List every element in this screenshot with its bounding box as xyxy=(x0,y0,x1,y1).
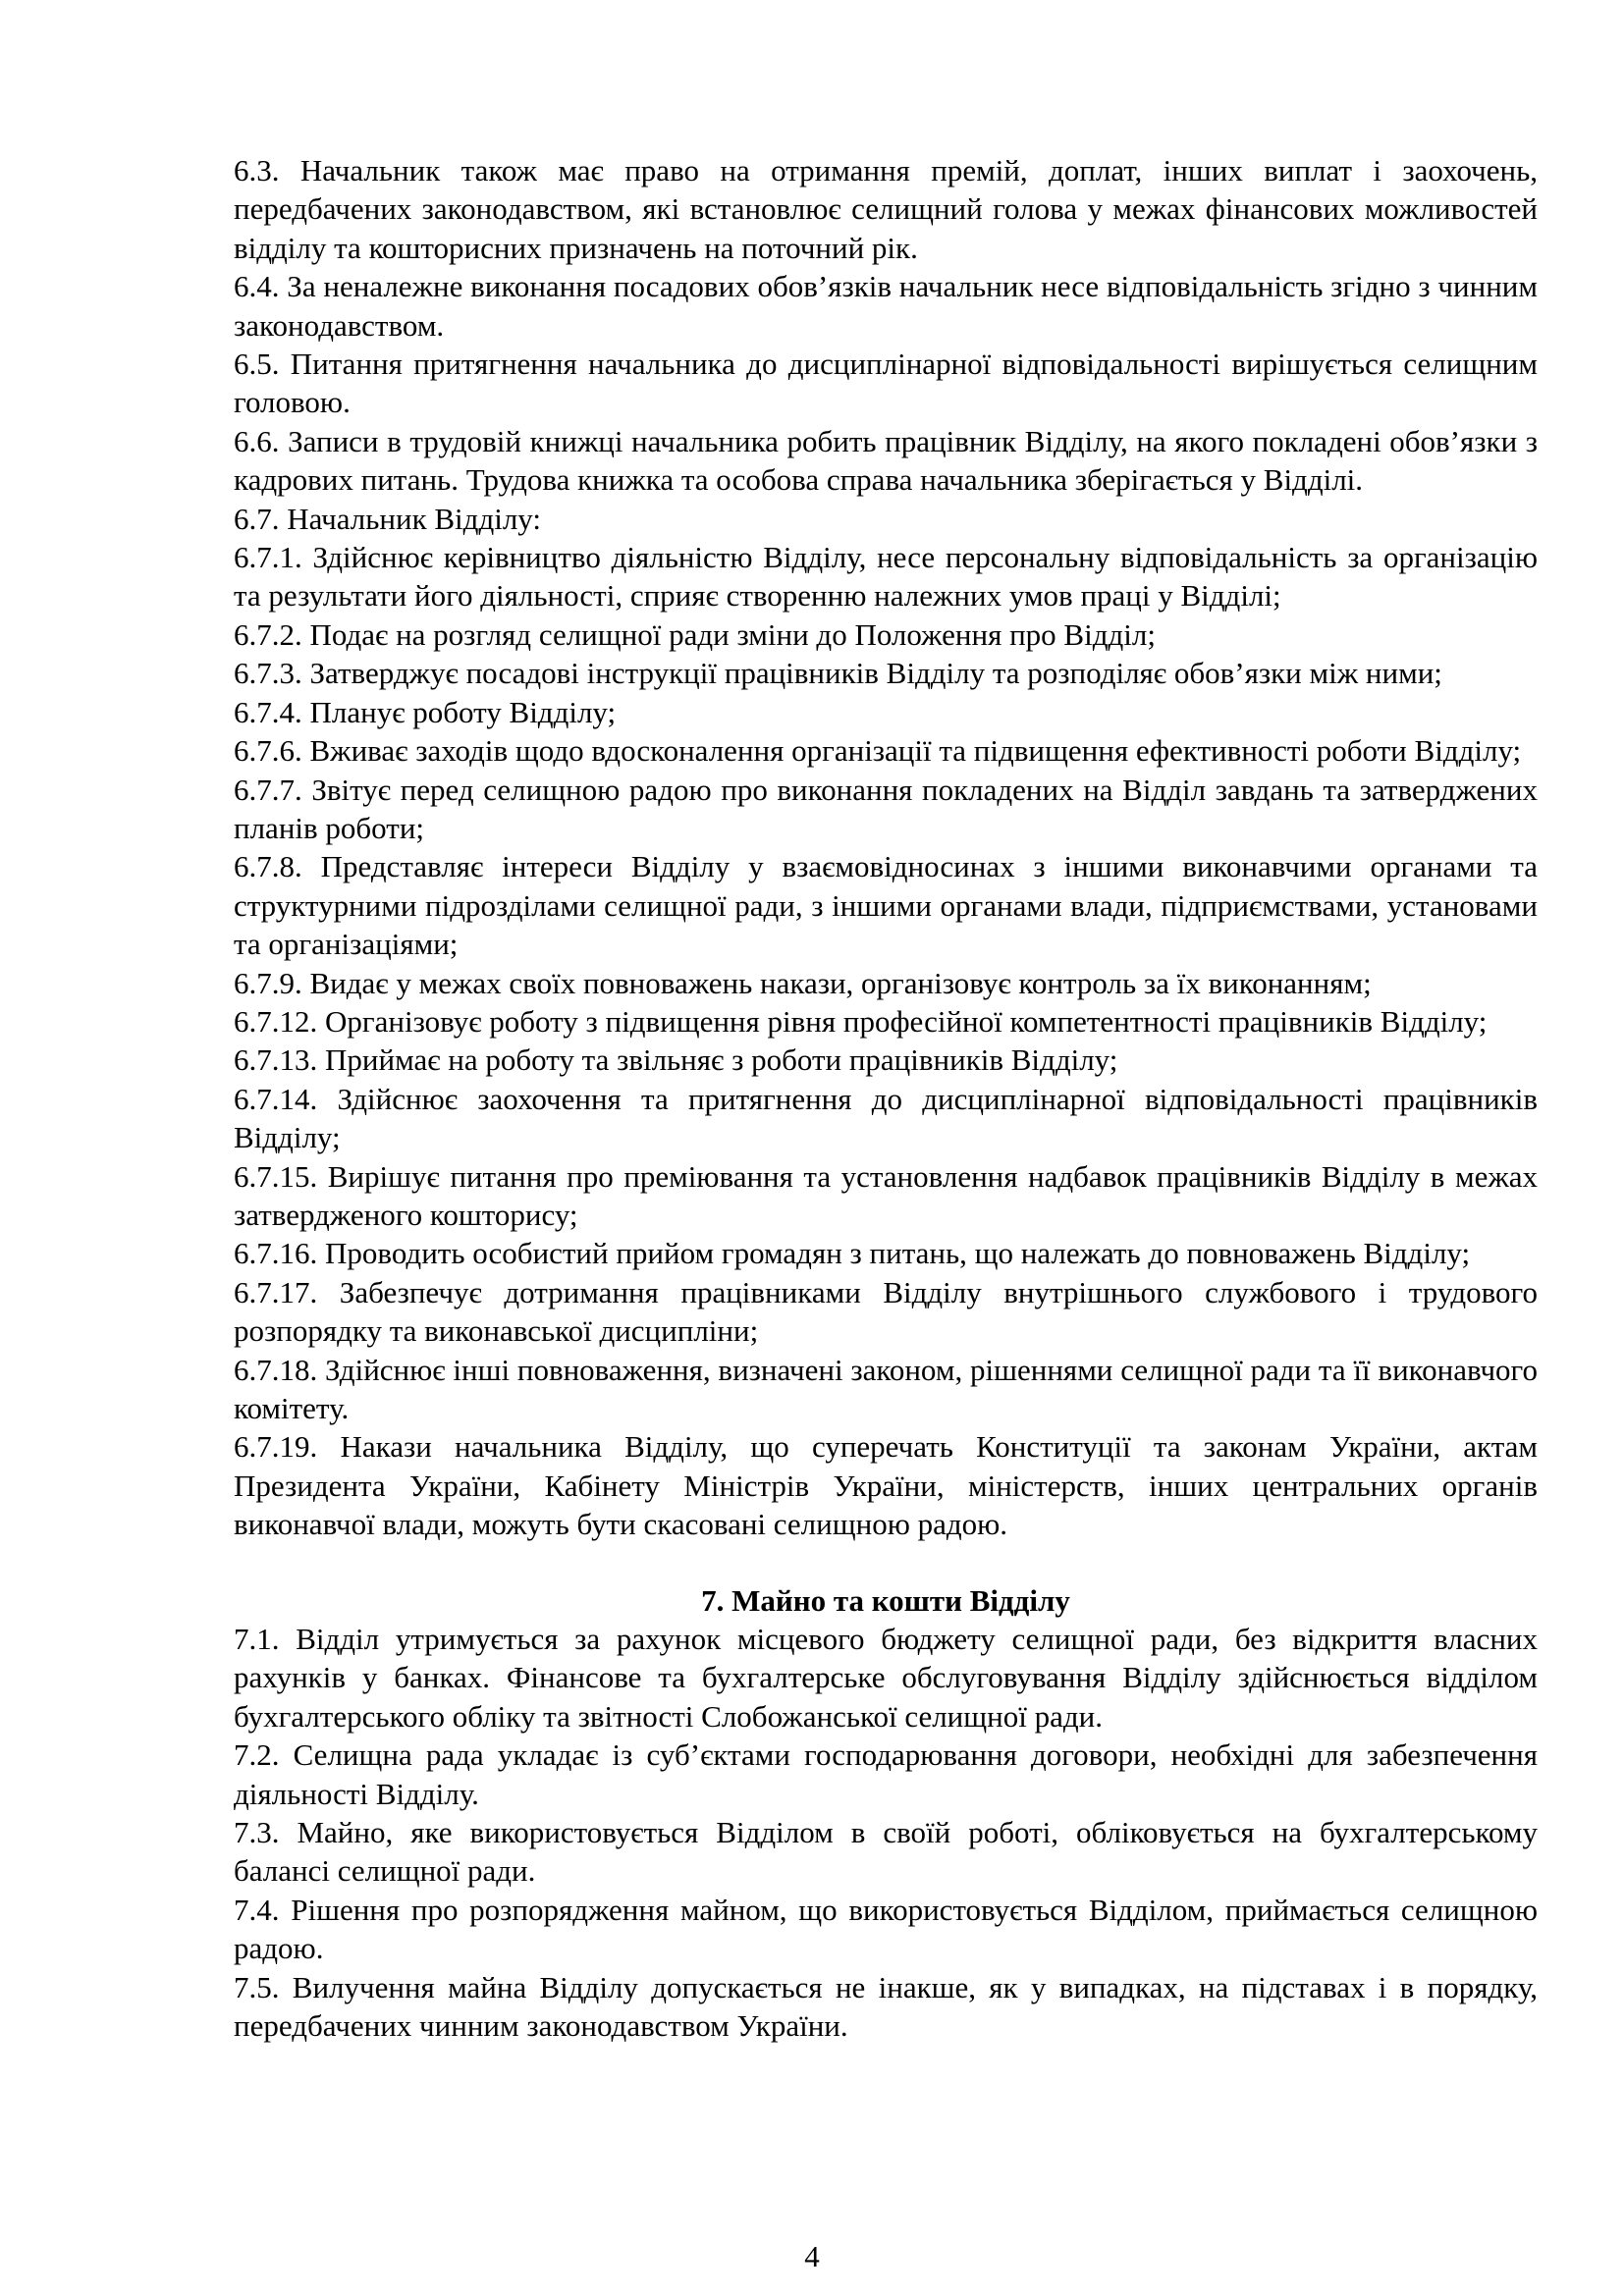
paragraph-7-4: 7.4. Рішення про розпорядження майном, що використовується Відділом, приймається селищною радою. xyxy=(234,1892,1538,1966)
paragraph-6-6: 6.6. Записи в трудовій книжці начальника робить працівник Відділу, на якого покладені обов’язки з кадрових питань. Трудова книжка та особова справа начальника зберігається у Відділі. xyxy=(234,423,1538,498)
document-page xyxy=(234,151,1538,2046)
paragraph-6-7-9: 6.7.9. Видає у межах своїх повноважень накази, організовує контроль за їх виконанням; xyxy=(234,965,1372,1000)
paragraph-6-7-14: 6.7.14. Здійснює заохочення та притягнення до дисциплінарної відповідальності працівників Відділу; xyxy=(234,1081,1538,1155)
paragraph-6-7: 6.7. Начальник Відділу: xyxy=(234,501,541,536)
page-number: 4 xyxy=(804,2239,820,2273)
section-6-body xyxy=(234,151,1538,1544)
paragraph-6-7-1: 6.7.1. Здійснює керівництво діяльністю Відділу, несе персональну відповідальність за організацію та результати його діяльності, сприяє створенню належних умов праці у Відділі; xyxy=(234,540,1538,614)
paragraph-7-2: 7.2. Селищна рада укладає із суб’єктами господарювання договори, необхідні для забезпечення діяльності Відділу. xyxy=(234,1737,1538,1811)
paragraph-6-3: 6.3. Начальник також має право на отримання премій, доплат, інших виплат і заохочень, передбачених законодавством, які встановлює селищний голова у межах фінансових можливостей відділу та кошторисних призначень на поточний рік. xyxy=(234,153,1538,265)
paragraph-6-7-4: 6.7.4. Планує роботу Відділу; xyxy=(234,694,617,729)
paragraph-6-7-3: 6.7.3. Затверджує посадові інструкції працівників Відділу та розподіляє обов’язки між ними; xyxy=(234,656,1442,691)
paragraph-6-7-2: 6.7.2. Подає на розгляд селищної ради зміни до Положення про Відділ; xyxy=(234,616,1156,652)
paragraph-6-7-19: 6.7.19. Накази начальника Відділу, що суперечать Конституції та законам України, актам Президента України, Кабінету Міністрів України, міністерств, інших центральних органів виконавчої влади, можуть бути скасовані селищною радою. xyxy=(234,1429,1538,1542)
section-7-title: 7. Майно та кошти Відділу xyxy=(701,1582,1070,1618)
paragraph-6-7-7: 6.7.7. Звітує перед селищною радою про виконання покладених на Відділ завдань та затверджених планів роботи; xyxy=(234,772,1538,845)
paragraph-6-7-12: 6.7.12. Організовує роботу з підвищення рівня професійної компетентності працівників Відділу; xyxy=(234,1003,1488,1039)
paragraph-7-5: 7.5. Вилучення майна Відділу допускається не інакше, як у випадках, на підставах і в порядку, передбачених чинним законодавством України. xyxy=(234,1969,1538,2044)
paragraph-7-3: 7.3. Майно, яке використовується Відділом в своїй роботі, обліковується на бухгалтерському балансі селищної ради. xyxy=(234,1815,1538,1889)
paragraph-7-1: 7.1. Відділ утримується за рахунок місцевого бюджету селищної ради, без відкриття власних рахунків у банках. Фінансове та бухгалтерське обслуговування Відділу здійснюється відділом бухгалтерського обліку та звітності Слобожанської селищної ради. xyxy=(234,1622,1538,1734)
paragraph-6-7-16: 6.7.16. Проводить особистий прийом громадян з питань, що належать до повноважень Відділу; xyxy=(234,1236,1471,1271)
paragraph-6-7-18: 6.7.18. Здійснює інші повноваження, визначені законом, рішеннями селищної ради та її виконавчого комітету. xyxy=(234,1352,1538,1425)
paragraph-6-7-8: 6.7.8. Представляє інтереси Відділу у взаємовідносинах з іншими виконавчими органами та структурними підрозділами селищної ради, з іншими органами влади, підприємствами, установами та організаціями; xyxy=(234,849,1538,962)
paragraph-6-7-15: 6.7.15. Вирішує питання про преміювання та установлення надбавок працівників Відділу в межах затвердженого кошторису; xyxy=(234,1158,1538,1232)
paragraph-6-7-13: 6.7.13. Приймає на роботу та звільняє з роботи працівників Відділу; xyxy=(234,1042,1118,1078)
paragraph-6-7-6: 6.7.6. Вживає заходів щодо вдосконалення організації та підвищення ефективності роботи Відділу; xyxy=(234,733,1522,769)
paragraph-6-5: 6.5. Питання притягнення начальника до дисциплінарної відповідальності вирішується селищним головою. xyxy=(234,347,1538,420)
paragraph-6-4: 6.4. За неналежне виконання посадових обов’язків начальник несе відповідальність згідно з чинним законодавством. xyxy=(234,269,1538,343)
paragraph-6-7-17: 6.7.17. Забезпечує дотримання працівниками Відділу внутрішнього службового і трудового розпорядку та виконавської дисципліни; xyxy=(234,1274,1538,1349)
section-7-body xyxy=(234,1620,1538,2045)
